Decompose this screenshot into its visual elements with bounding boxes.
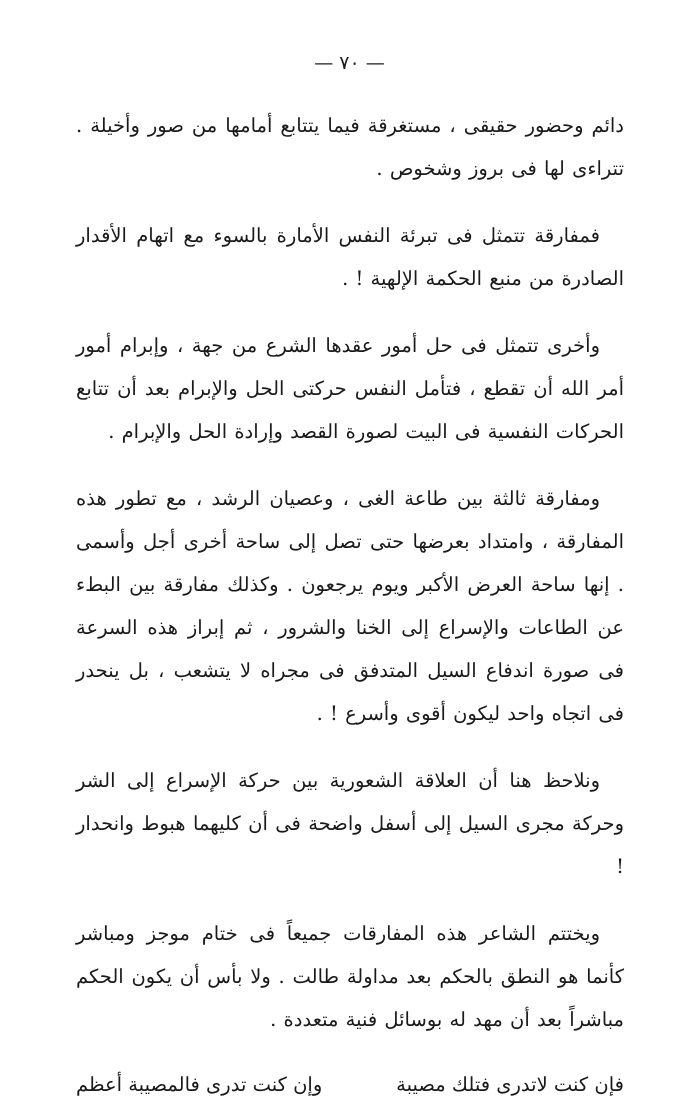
paragraph-6: ويختتم الشاعر هذه المفارقات جميعاً فى ختام موجز ومباشر كأنما هو النطق بالحكم بعد مداولة طالت . ولا بأس أن يكون الحكم مباشراً بعد أن مهد له بوسائل فنية متعددة . <box>76 922 624 1031</box>
paragraph-2: فمفارقة تتمثل فى تبرئة النفس الأمارة بالسوء مع اتهام الأقدار الصادرة من منبع الحكمة الإلهية ! . <box>76 224 624 290</box>
poem-verse <box>76 1063 624 1106</box>
page-body <box>76 104 624 1106</box>
page-number: — ٧٠ — <box>314 52 385 74</box>
paragraph-3: وأخرى تتمثل فى حل أمور عقدها الشرع من جهة ، وإبرام أمور أمر الله أن تقطع ، فتأمل النفس حركتى الحل والإبرام بعد أن تتابع الحركات النفسية فى البيت لصورة القصد وإرادة الحل والإبرام . <box>76 334 624 443</box>
paragraph-5: ونلاحظ هنا أن العلاقة الشعورية بين حركة الإسراع إلى الشر وحركة مجرى السيل إلى أسفل واضحة فى أن كليهما هبوط وانحدار ! <box>76 769 624 878</box>
paragraph-4: ومفارقة ثالثة بين طاعة الغى ، وعصيان الرشد ، مع تطور هذه المفارقة ، وامتداد بعرضها حتى تصل إلى ساحة أخرى أجل وأسمى . إنها ساحة العرض الأكبر ويوم يرجعون . وكذلك مفارقة بين البطء عن الطاعات والإسراع إلى الخنا والشرور ، ثم إبراز هذه السرعة فى صورة اندفاع السيل المتدفق فى مجراه لا يتشعب ، بل ينحدر فى اتجاه واحد ليكون أقوى وأسرع ! . <box>76 487 624 725</box>
verse-second-hemistich: وإن كنت تدرى فالمصيبة أعظم <box>76 1073 323 1096</box>
verse-first-hemistich: فإن كنت لاتدرى فتلك مصيبة <box>396 1073 624 1096</box>
paragraph-1: دائم وحضور حقيقى ، مستغرقة فيما يتتابع أمامها من صور وأخيلة . تتراءى لها فى بروز وشخوص . <box>76 114 624 180</box>
